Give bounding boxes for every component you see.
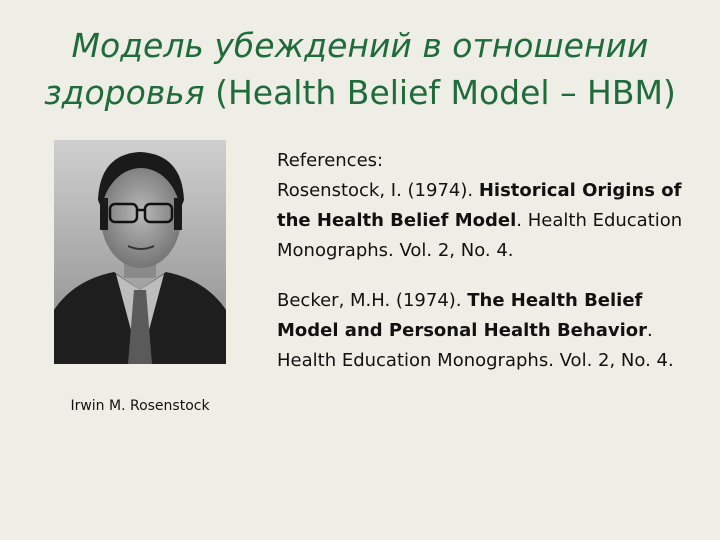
reference-1-title: Historical Origins of the Health Belief Model: [277, 180, 682, 231]
portrait-photo: [54, 140, 226, 364]
reference-2-authors: Becker, M.H. (1974).: [277, 290, 468, 311]
reference-1-authors: Rosenstock, I. (1974).: [277, 180, 479, 201]
slide-title: [20, 22, 700, 116]
portrait-caption: Irwin M. Rosenstock: [70, 398, 210, 414]
portrait-image: [54, 140, 226, 364]
reference-2: [277, 286, 697, 376]
references-heading: References:: [277, 150, 384, 171]
reference-2-source: . Health Education Monographs. Vol. 2, No. 4.: [277, 320, 674, 371]
title-english: (Health Belief Model – HBM): [215, 73, 676, 112]
title-russian: Модель убеждений в отношении здоровья: [44, 26, 649, 112]
reference-2-title: The Health Belief Model and Personal Health Behavior: [277, 290, 647, 341]
reference-1: [277, 176, 697, 266]
reference-1-source: . Health Education Monographs. Vol. 2, No. 4.: [277, 210, 683, 261]
references-block: [277, 146, 697, 376]
